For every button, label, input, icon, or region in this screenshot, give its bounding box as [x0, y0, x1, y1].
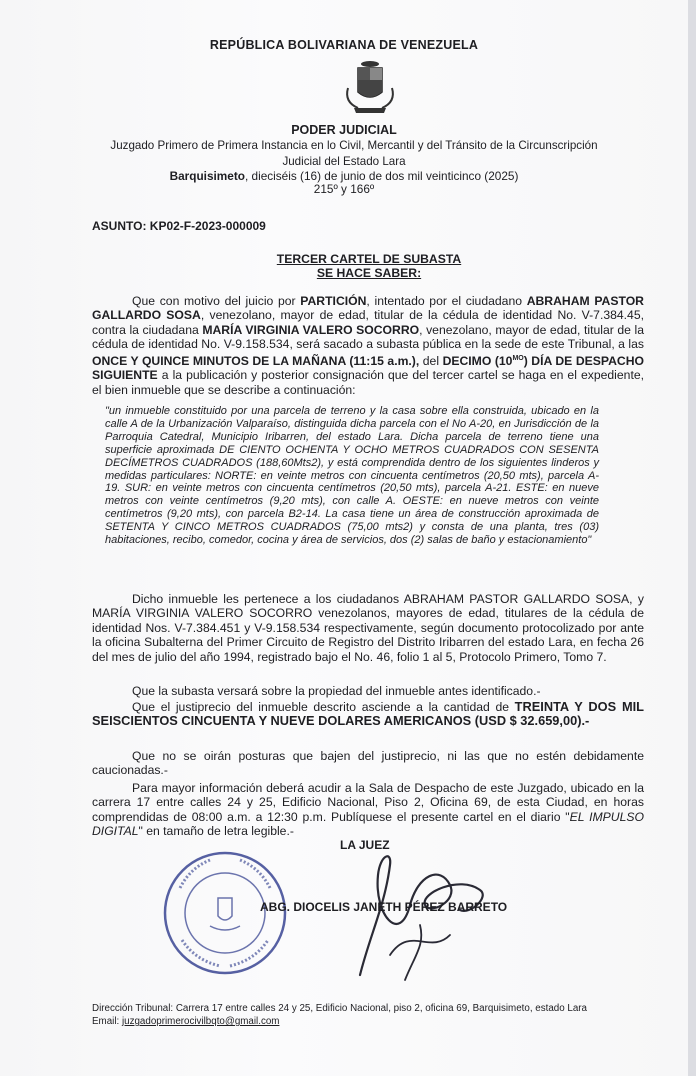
- property-description-quote: "un inmueble constituido por una parcela de terreno y la casa sobre ella construida, ubicado en la calle A de la Urbanización Valparaíso, distinguida dicha parcela con el No A-20, en Jurisdicción de la Parroquia Catedral, Municipio Iribarren, del estado Lara. Dicha parcela de terreno tiene una superficie aproximada DE CIENTO OCHENTA Y OCHO METROS CUADRADOS CON SESENTA DECÍMETROS CUADRADOS (188,60Mts2), y está comprendida dentro de los siguientes linderos y medidas particulares: NORTE: en veinte metros con cincuenta centímetros (20,50 mts), parcela A-19. SUR: en veinte metros con cincuenta centímetros (20,50 mts), parcela A-21. ESTE: en nueve metros con veinte centímetros (9,20 mts), con calle A. OESTE: en nueve metros con veinte centímetros (9,20 mts), con parcela B2-14. La casa tiene un área de construcción aproximada de SETENTA Y CINCO METROS CUADRADOS (75,00 mts2) y consta de una planta, tres (03) habitaciones, recibo, comedor, cocina y área de servicios, dos (2) salas de baño y estacionamiento": [105, 405, 599, 547]
- paragraph-subasta-object: Que la subasta versará sobre la propiedad del inmueble antes identificado.-: [132, 684, 541, 698]
- document-title: TERCER CARTEL DE SUBASTA: [276, 252, 462, 266]
- footer-email-label: Email:: [92, 1016, 122, 1027]
- court-name-line2: Judicial del Estado Lara: [282, 155, 406, 168]
- p1-auction-time: ONCE Y QUINCE MINUTOS DE LA MAÑANA (11:15 a.m.),: [92, 353, 420, 368]
- p1-day-b: ) DÍA DE DESPACHO SIGUIENTE: [92, 353, 644, 383]
- city-name: Barquisimeto: [169, 169, 245, 183]
- p1-text-a: Que con motivo del juicio por: [132, 294, 301, 308]
- footer-email-link[interactable]: juzgadoprimerocivilbqto@gmail.com: [121, 1016, 280, 1027]
- date-text: , dieciséis (16) de junio de dos mil veinticinco (2025): [244, 169, 519, 183]
- paragraph-posturas: Que no se oirán posturas que bajen del justiprecio, ni las que no estén debidamente caucionadas.-: [92, 749, 644, 778]
- p1-text-e: , venezolano, mayor de edad, titular de la cédula de identidad No. V-7.384.45, contra la ciudadana: [92, 308, 644, 337]
- p1-text-c: , intentado por el ciudadano: [366, 294, 527, 308]
- date-line: [0, 169, 688, 183]
- case-number: ASUNTO: KP02-F-2023-000009: [92, 219, 266, 233]
- paragraph-information: [92, 781, 644, 839]
- republic-heading: REPÚBLICA BOLIVARIANA DE VENEZUELA: [209, 38, 479, 52]
- p1-text-g: , venezolano, mayor de edad, titular de la cédula de identidad No. V-9.158.534, será sacado a subasta pública en la sede de este Tribunal, a las: [92, 322, 644, 352]
- p6-text-a: Para mayor información deberá acudir a la Sala de Despacho de este Juzgado, ubicado en la carrera 17 entre calles 24 y 25, Edificio Nacional, Piso 2, Oficina 69, de esta Ciudad, en horas comprendidas de 08:00 a.m. a 12:30 p.m. Publíquese el presente cartel en el diario ": [92, 781, 644, 824]
- page-edge: [688, 0, 696, 1076]
- paragraph-justiprecio: [92, 700, 644, 729]
- p1-day-a: DECIMO (10: [442, 353, 513, 368]
- p6-text-c: " en tamaño de letra legible.-: [138, 824, 294, 839]
- paragraph-motivo: [92, 294, 644, 397]
- p1-defendant-name: MARÍA VIRGINIA VALERO SOCORRO: [202, 322, 420, 337]
- poder-judicial-heading: PODER JUDICIAL: [291, 123, 397, 137]
- p1-text-i: del: [419, 353, 443, 368]
- judge-label: LA JUEZ: [340, 838, 390, 852]
- judge-name: ABG. DIOCELIS JANETH PÉREZ BARRETO: [260, 900, 508, 914]
- p4-text: Que el justiprecio del inmueble descrito asciende a la cantidad de: [132, 700, 515, 714]
- judge-signature-icon: [330, 845, 500, 985]
- p1-text-m: a la publicación y posterior consignación que del tercer cartel se haga en el expediente, el bien inmueble que se describe a continuación:: [92, 368, 644, 397]
- court-name-line1: Juzgado Primero de Primera Instancia en lo Civil, Mercantil y del Tránsito de la Circunscripción: [110, 139, 598, 152]
- document-subtitle: SE HACE SABER:: [316, 266, 422, 280]
- footer-address: Dirección Tribunal: Carrera 17 entre calles 24 y 25, Edificio Nacional, piso 2, oficina 69, Barquisimeto, estado Lara: [92, 1003, 588, 1014]
- years-line: 215º y 166º: [313, 182, 375, 196]
- p1-particion: PARTICIÓN: [300, 294, 367, 308]
- p4-amount: TREINTA Y DOS MIL SEISCIENTOS CINCUENTA Y NUEVE DOLARES AMERICANOS (USD $ 32.659,00).-: [92, 699, 645, 729]
- footer-email-line: [92, 1016, 279, 1027]
- p1-day-sup: MO: [512, 354, 524, 362]
- coat-of-arms-icon: [340, 58, 400, 116]
- p6-newspaper: EL IMPULSO DIGITAL: [92, 809, 644, 839]
- paragraph-ownership: Dicho inmueble les pertenece a los ciudadanos ABRAHAM PASTOR GALLARDO SOSA, y MARÍA VIRGINIA VALERO SOCORRO venezolanos, mayores de edad, titulares de la cédula de identidad Nos. V-7.384.451 y V-9.158.534 respectivamente, según documento protocolizado por ante la oficina Subalterna del Primer Circuito de Registro del Distrito Iribarren del estado Lara, en fecha 26 del mes de julio del año 1994, registrado bajo el No. 46, folio 1 al 5, Protocolo Primero, Tomo 7.: [92, 592, 644, 664]
- p1-plaintiff-name: ABRAHAM PASTOR GALLARDO SOSA: [92, 294, 644, 323]
